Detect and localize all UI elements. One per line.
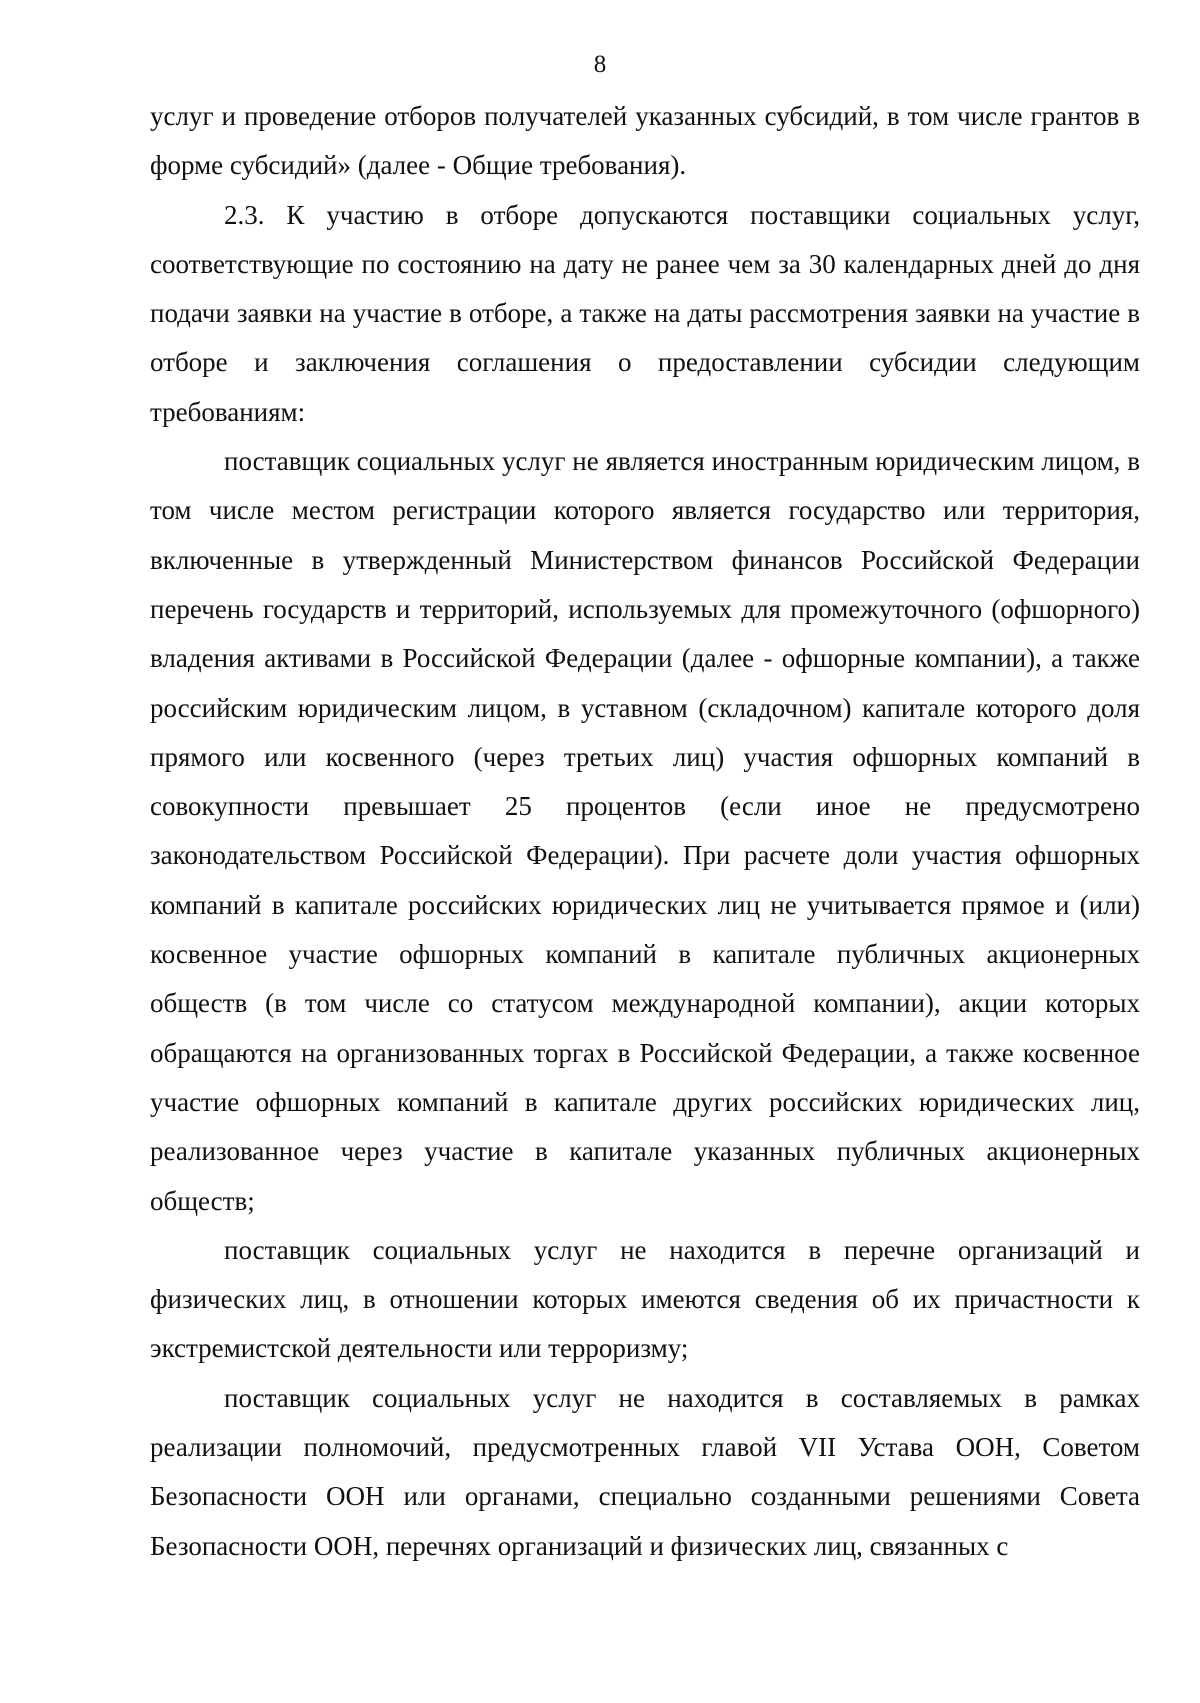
paragraph-un-sanctions-requirement: поставщик социальных услуг не находится в составляемых в рамках реализации полномочий, предусмотренных главой VII Устава ООН, Советом Безопасности ООН или органами, специально созданными решениями Совета Безопасности ООН, перечнях организаций и физических лиц, связанных с [150, 1382, 1140, 1561]
paragraph-continuation: услуг и проведение отборов получателей указанных субсидий, в том числе грантов в форме субсидий» (далее - Общие требования). [150, 101, 1140, 181]
page-number: 8 [593, 51, 607, 78]
paragraph-clause-2-3: 2.3. К участию в отборе допускаются поставщики социальных услуг, соответствующие по состоянию на дату не ранее чем за 30 календарных дней до дня подачи заявки на участие в отборе, а также на даты рассмотрения заявки на участие в отборе и заключения соглашения о предоставлении субсидии следующим требованиям: [150, 199, 1140, 427]
paragraph-extremism-requirement: поставщик социальных услуг не находится в перечне организаций и физических лиц, в отношении которых имеются сведения об их причастности к экстремистской деятельности или терроризму; [150, 1234, 1140, 1364]
paragraph-offshore-requirement: поставщик социальных услуг не является иностранным юридическим лицом, в том числе местом регистрации которого является государство или территория, включенные в утвержденный Министерством финансов Российской Федерации перечень государств и территорий, используемых для промежуточного (офшорного) владения активами в Российской Федерации (далее - офшорные компании), а также российским юридическим лицом, в уставном (складочном) капитале которого доля прямого или косвенного (через третьих лиц) участия офшорных компаний в совокупности превышает 25 процентов (если иное не предусмотрено законодательством Российской Федерации). При расчете доли участия офшорных компаний в капитале российских юридических лиц не учитывается прямое и (или) косвенное участие офшорных компаний в капитале публичных акционерных обществ (в том числе со статусом международной компании), акции которых обращаются на организованных торгах в Российской Федерации, а также косвенное участие офшорных компаний в капитале других российских юридических лиц, реализованное через участие в капитале указанных публичных акционерных обществ; [150, 446, 1140, 1216]
document-body [150, 92, 1140, 1571]
